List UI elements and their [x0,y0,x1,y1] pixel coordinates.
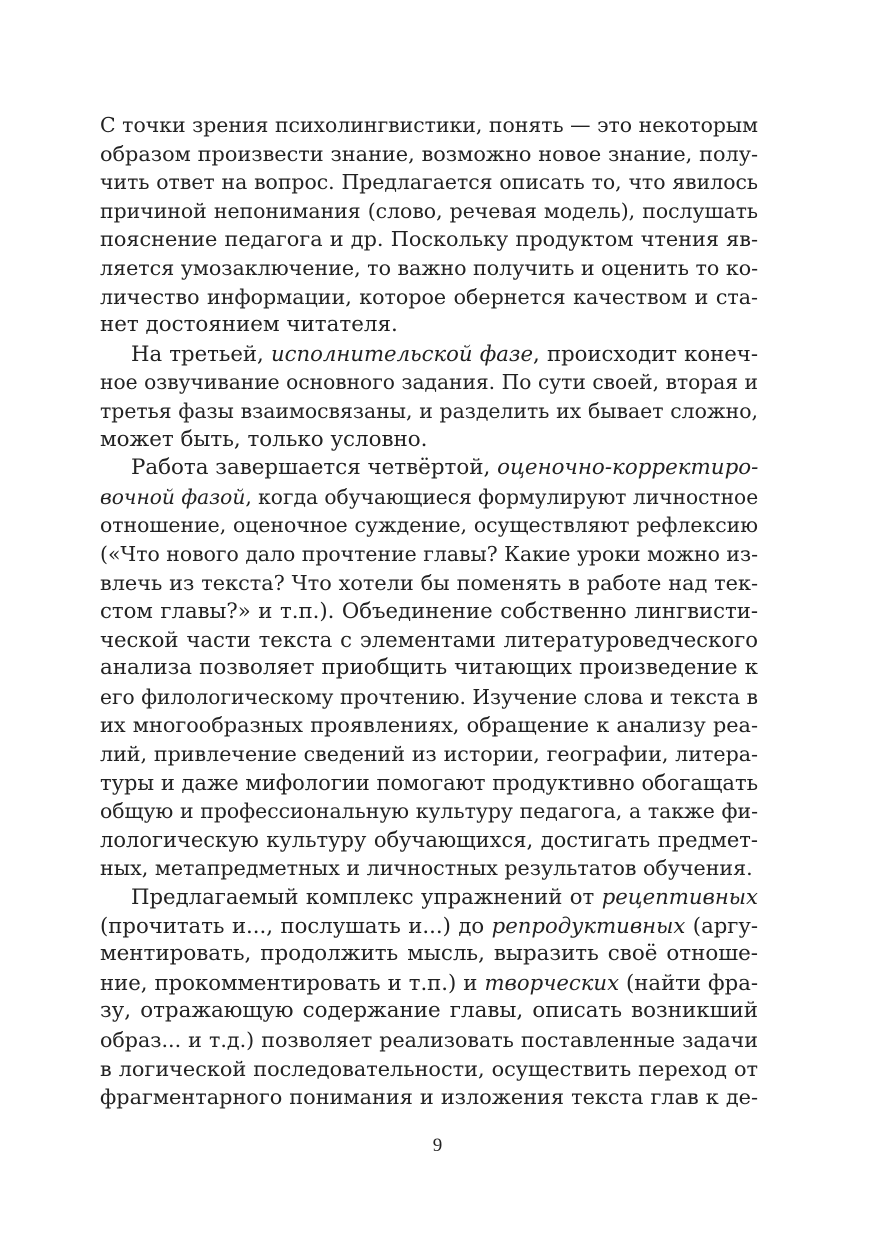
text-run: На третьей, [131,340,271,366]
text-line [100,254,758,283]
text-run: , когда обучающиеся формулируют личностное [245,484,758,509]
text-line [100,997,758,1026]
text-line [100,883,758,912]
text-run: ментировать, продолжить мысль, выразить своё отноше- [100,941,758,967]
text-run: Работа завершается четвёртой, [131,455,498,481]
text-run: , происходит конеч- [533,340,758,366]
text-line [100,511,758,540]
text-run: туры и даже мифологии помогают продуктивно обогащать [100,770,758,795]
text-line [100,368,758,397]
text-line [100,597,758,626]
text-line [100,854,758,883]
text-line [100,940,758,969]
text-line [100,969,758,998]
text-run: общую и профессиональную культуру педагога, а также фи- [100,799,758,824]
italic-term: вочной фазой [100,484,246,509]
text-line [100,683,758,712]
text-run: стом главы?» и т.п.). Объединение собственно лингвисти- [100,598,758,624]
text-run: фрагментарного понимания и изложения текста глав к де- [100,1085,758,1110]
text-run: лологическую культуру обучающихся, достигать предмет- [100,827,758,852]
text-line [100,283,758,312]
text-line [100,311,758,340]
text-run: ных, метапредметных и личностных результатов обучения. [100,856,753,881]
text-line [100,912,758,941]
text-line [100,740,758,769]
text-line [100,711,758,740]
text-run: влечь из текста? Что хотели бы поменять в работе над тек- [100,570,758,595]
text-run: Предлагаемый комплекс упражнений от [131,884,602,910]
text-line [100,397,758,426]
italic-term: репродуктивных [491,912,686,938]
text-run: анализа позволяет приобщить читающих произведение к [100,655,758,681]
text-run: третья фазы взаимосвязаны, и разделить их бывает сложно, [100,398,758,423]
text-run: («Что нового дало прочтение главы? Какие уроки можно из- [100,541,758,566]
page-number: 9 [432,1135,443,1156]
text-line [100,654,758,683]
text-line [100,569,758,598]
text-run: отношение, оценочное суждение, осуществляют рефлексию [100,513,758,538]
text-line [100,426,758,455]
text-line [100,826,758,855]
text-line [100,168,758,197]
text-run: личество информации, которое обернется качеством и ста- [100,284,758,309]
text-line [100,1055,758,1084]
italic-term: рецептивных [601,884,758,910]
italic-term: оценочно-корректиро- [497,455,758,481]
text-line [100,197,758,226]
text-run: (найти фра- [619,969,758,995]
text-line [100,140,758,169]
text-run: ние, прокомментировать и т.п.) и [100,969,485,995]
text-line [100,540,758,569]
text-run: пояснение педагога и др. Поскольку продуктом чтения яв- [100,227,758,252]
text-run: их многообразных проявлениях, обращение к анализу реа- [100,713,758,738]
text-run: (прочитать и..., послушать и...) до [100,912,492,938]
text-run: его филологическому прочтению. Изучение слова и текста в [100,684,758,709]
text-line [100,454,758,483]
text-run: в логической последовательности, осуществить переход от [100,1056,758,1081]
text-run: может быть, только условно. [100,426,428,452]
text-line [100,483,758,512]
text-line [100,340,758,369]
text-run: лий, привлечение сведений из истории, географии, литера- [100,742,758,767]
text-run: образ... и т.д.) позволяет реализовать поставленные задачи [100,1028,758,1052]
text-run: зу, отражающую содержание главы, описать возникший [100,998,758,1024]
text-run: ляется умозаключение, то важно получить и оценить то ко- [100,255,758,280]
text-run: нет достоянием читателя. [100,312,398,338]
text-run: чить ответ на вопрос. Предлагается описать то, что явилось [100,170,758,195]
text-run: (аргу- [685,912,758,938]
text-line [100,225,758,254]
text-run: ное озвучивание основного задания. По сути своей, вторая и [100,370,758,395]
italic-term: творческих [484,969,620,995]
text-line [100,1026,758,1055]
text-line [100,626,758,655]
text-line [100,769,758,798]
text-line [100,797,758,826]
text-run: С точки зрения психолингвистики, понять — это некоторым [100,113,758,137]
text-line [100,111,758,140]
text-line [100,1083,758,1112]
body-text [100,111,758,1112]
italic-term: исполнительской фазе [270,340,534,366]
text-run: ческой части текста с элементами литературоведческого [100,626,758,652]
text-run: причиной непонимания (слово, речевая модель), послушать [100,198,758,223]
text-run: образом произвести знание, возможно новое знание, полу- [100,141,758,166]
